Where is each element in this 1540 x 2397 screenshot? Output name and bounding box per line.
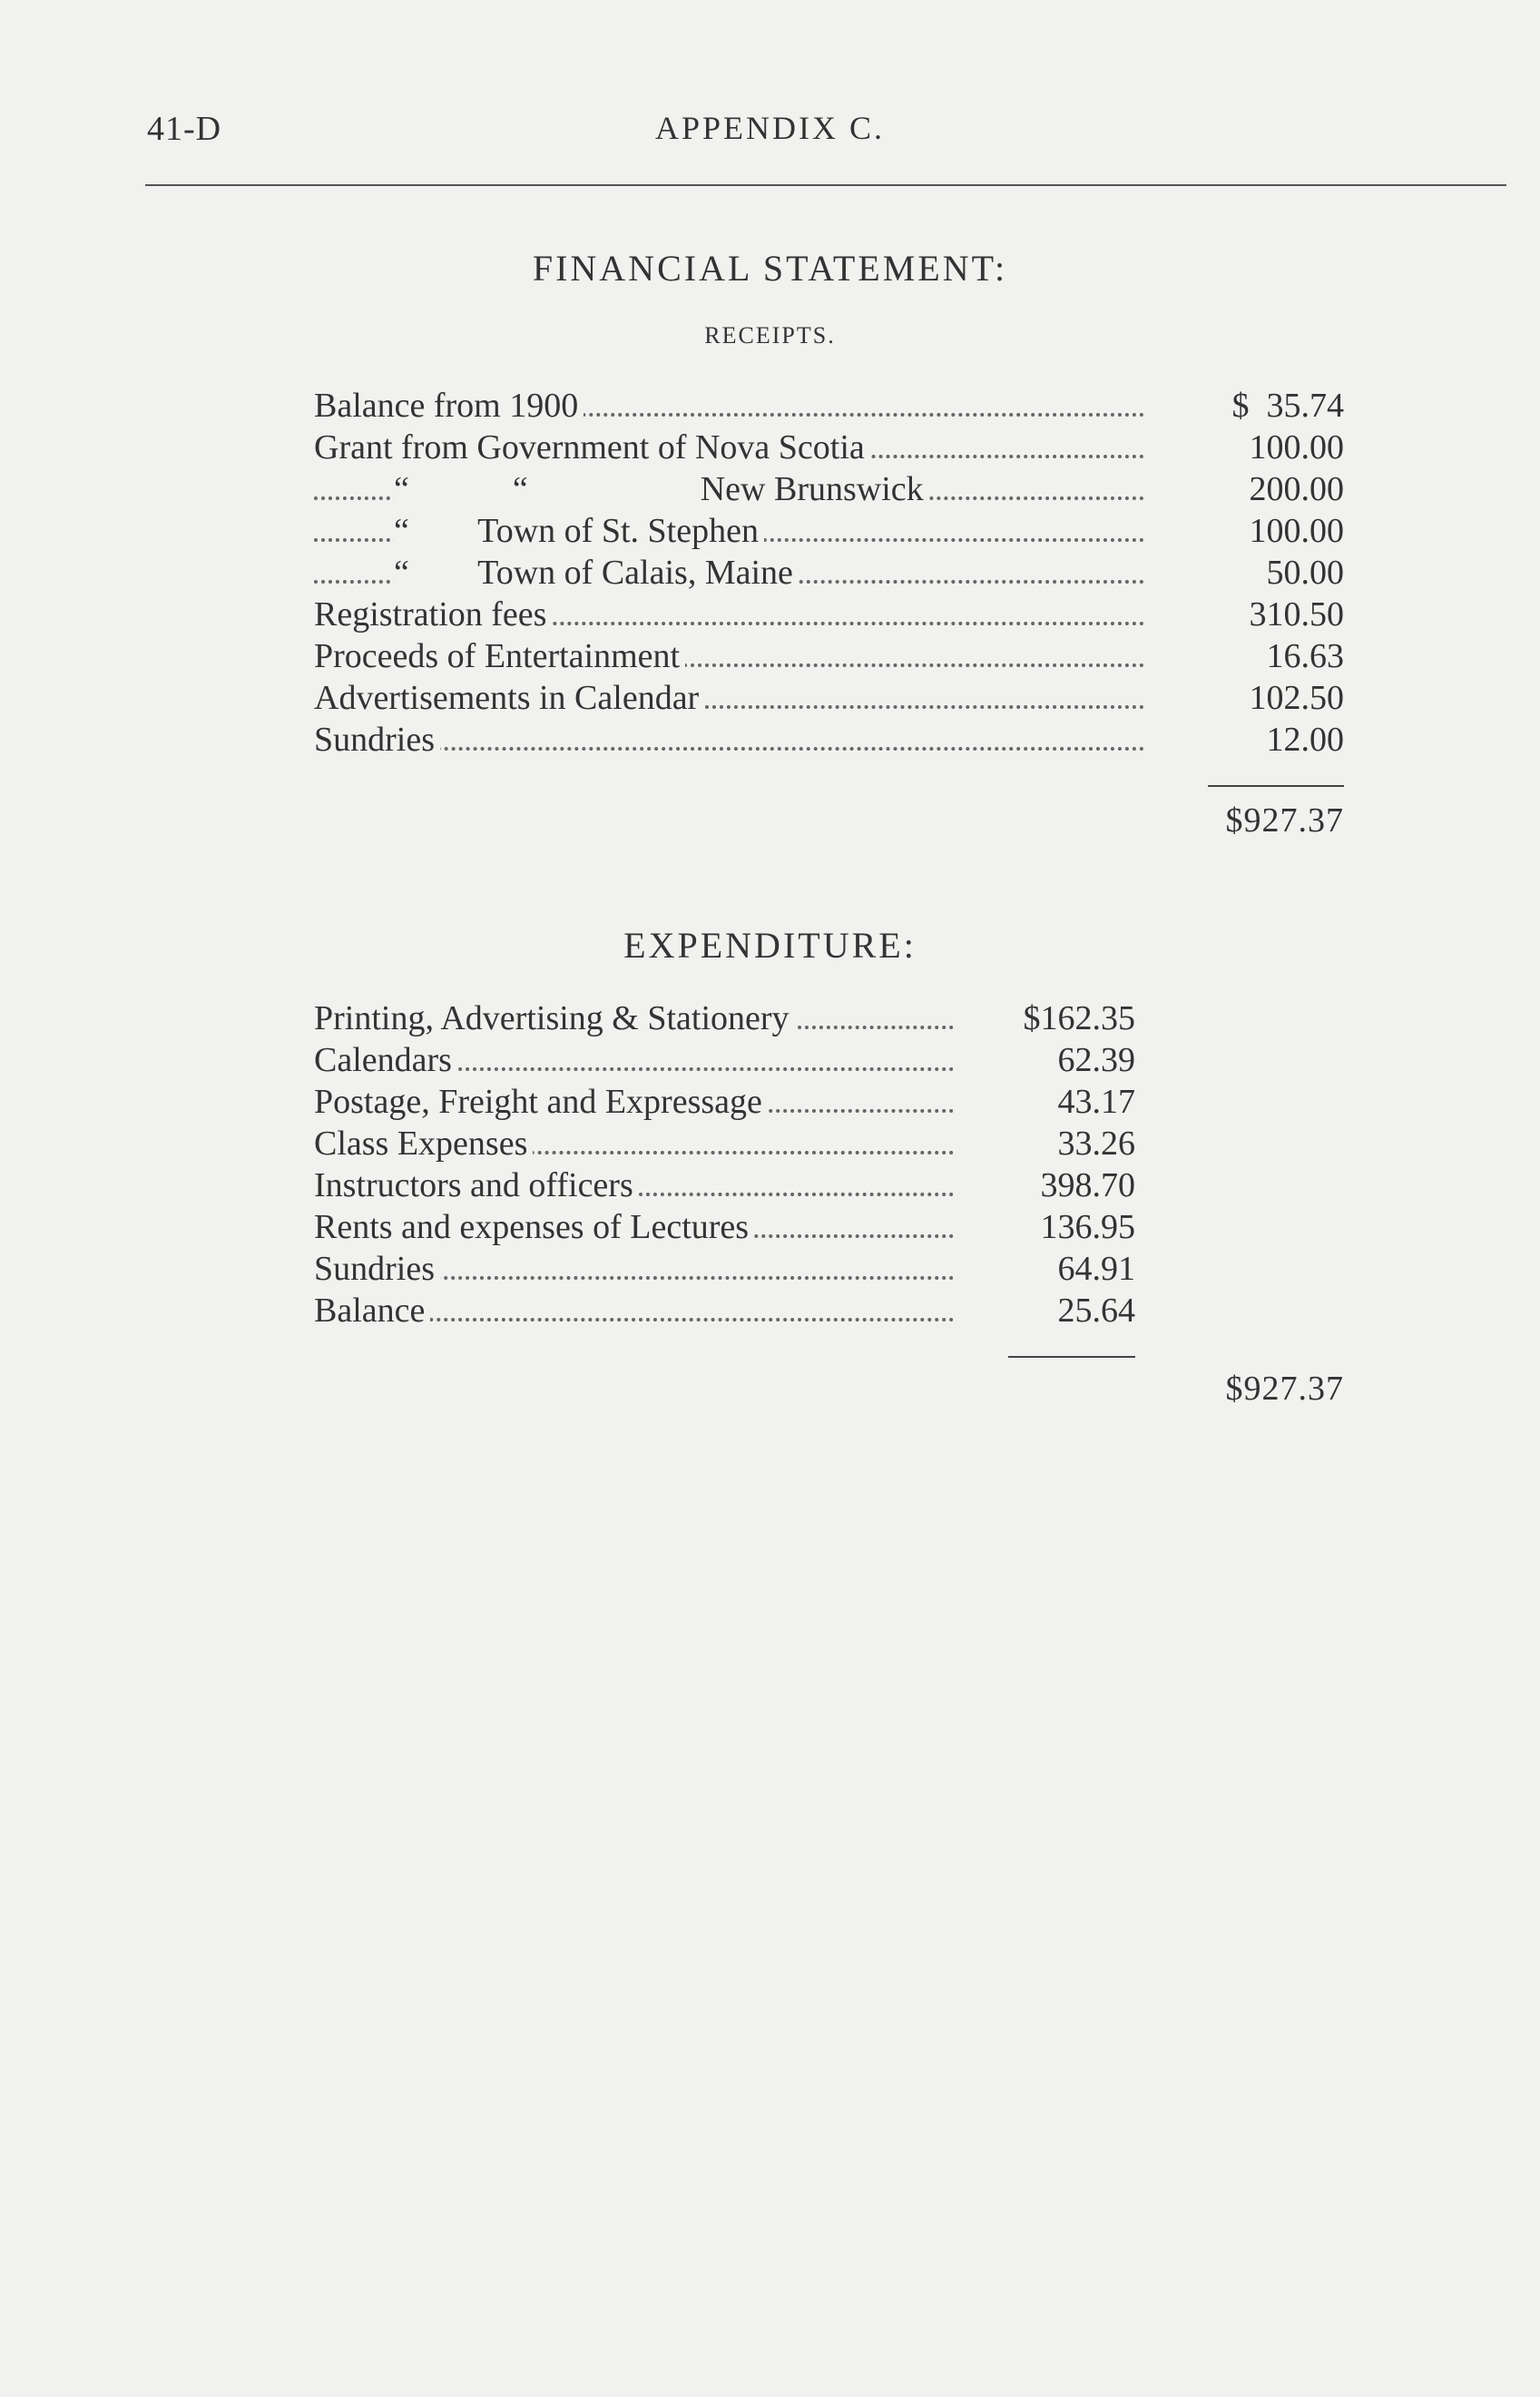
receipts-sum-rule [1208, 785, 1344, 787]
receipt-amount: $ 35.74 [1231, 387, 1344, 425]
receipt-row [314, 636, 1344, 678]
receipt-amount: 310.50 [1249, 595, 1344, 634]
receipt-row [314, 427, 1344, 469]
receipt-amount: 50.00 [1266, 554, 1344, 592]
receipt-label: “ “ New Brunswick [394, 469, 929, 509]
receipt-amount: 100.00 [1249, 512, 1344, 550]
expenditure-label: Printing, Advertising & Stationery [314, 998, 795, 1038]
expenditure-label: Postage, Freight and Expressage [314, 1082, 768, 1122]
receipt-label: Advertisements in Calendar [314, 678, 704, 718]
expenditure-amount: 43.17 [1057, 1083, 1135, 1121]
expenditure-row [314, 998, 1135, 1040]
expenditure-row [314, 1040, 1135, 1082]
expenditure-heading: EXPENDITURE: [623, 925, 917, 966]
header-rule [145, 184, 1506, 186]
receipt-row [314, 469, 1344, 511]
receipts-total: $927.37 [1225, 801, 1344, 840]
receipt-amount: 102.50 [1249, 679, 1344, 717]
receipt-row [314, 511, 1344, 553]
expenditure-row [314, 1165, 1135, 1207]
expenditure-label: Rents and expenses of Lectures [314, 1207, 754, 1247]
receipt-row [314, 553, 1344, 594]
running-head [0, 109, 1540, 163]
expenditure-amount: 25.64 [1057, 1292, 1135, 1330]
expenditure-label: Calendars [314, 1040, 457, 1080]
receipt-row [314, 594, 1344, 636]
statement-title: FINANCIAL STATEMENT: [532, 248, 1008, 289]
expenditure-total: $927.37 [1225, 1370, 1344, 1408]
appendix-title: APPENDIX C. [654, 110, 886, 146]
page-number: 41-D [147, 110, 222, 148]
receipt-label: “ Town of St. Stephen [394, 511, 764, 551]
expenditure-row [314, 1082, 1135, 1124]
expenditure-label: Balance [314, 1291, 430, 1331]
expenditure-row [314, 1207, 1135, 1249]
receipt-label: Proceeds of Entertainment [314, 636, 685, 676]
receipt-row [314, 678, 1344, 720]
expenditure-row [314, 1291, 1135, 1332]
expenditure-amount: 136.95 [1040, 1208, 1135, 1246]
receipt-label: Balance from 1900 [314, 386, 584, 426]
receipt-label: Grant from Government of Nova Scotia [314, 427, 870, 467]
receipt-amount: 16.63 [1266, 637, 1344, 675]
expenditure-amount: 64.91 [1057, 1250, 1135, 1288]
expenditure-amount: 33.26 [1057, 1125, 1135, 1163]
receipt-label: “ Town of Calais, Maine [394, 553, 799, 593]
receipt-row [314, 386, 1344, 427]
expenditure-sum-rule [1008, 1356, 1135, 1358]
receipt-amount: 200.00 [1249, 470, 1344, 508]
expenditure-label: Sundries [314, 1249, 440, 1289]
expenditure-row [314, 1124, 1135, 1165]
expenditure-label: Instructors and officers [314, 1165, 639, 1205]
expenditure-row [314, 1249, 1135, 1291]
expenditure-amount: 62.39 [1057, 1041, 1135, 1079]
receipt-label: Sundries [314, 720, 440, 760]
expenditure-amount: $162.35 [1023, 999, 1135, 1037]
expenditure-amount: 398.70 [1040, 1166, 1135, 1204]
receipt-amount: 12.00 [1266, 721, 1344, 759]
receipts-heading: RECEIPTS. [704, 322, 836, 349]
receipt-amount: 100.00 [1249, 428, 1344, 467]
receipt-row [314, 720, 1344, 761]
receipt-label: Registration fees [314, 594, 552, 634]
expenditure-label: Class Expenses [314, 1124, 533, 1164]
